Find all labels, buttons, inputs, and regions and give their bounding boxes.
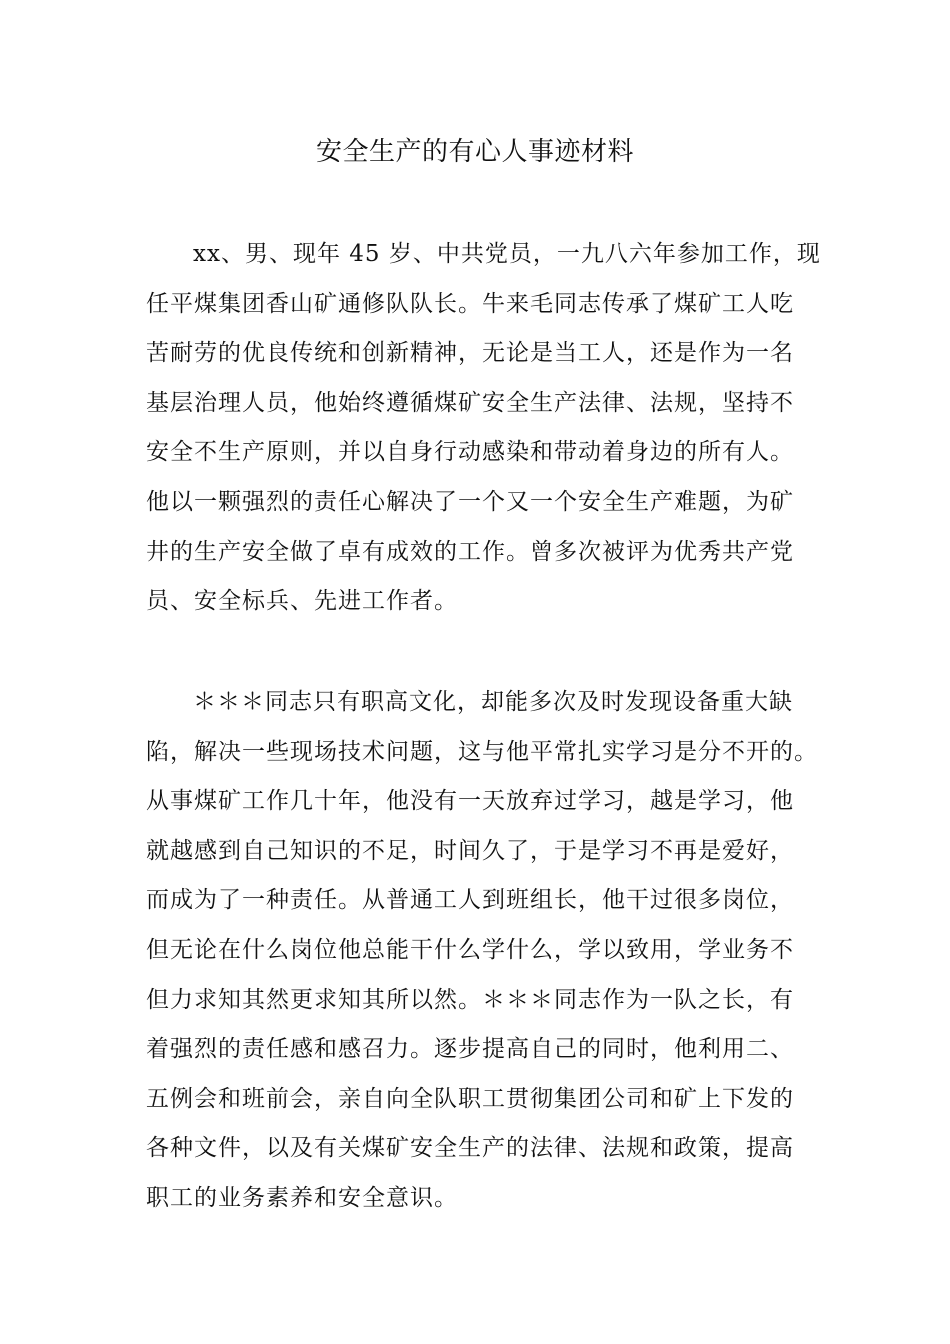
paragraph-line: 各种文件，以及有关煤矿安全生产的法律、法规和政策，提高 (146, 1135, 794, 1162)
paragraph-2 (146, 678, 826, 1224)
paragraph-line: ＊＊＊同志只有职高文化，却能多次及时发现设备重大缺 (193, 689, 793, 715)
paragraph-line: 五例会和班前会，亲自向全队职工贯彻集团公司和矿上下发的 (146, 1085, 794, 1112)
paragraph-line: 安全不生产原则，并以自身行动感染和带动着身边的所有人。 (146, 439, 794, 466)
paragraph-line: 井的生产安全做了卓有成效的工作。曾多次被评为优秀共产党 (146, 538, 794, 565)
paragraph-line: 他以一颗强烈的责任心解决了一个又一个安全生产难题，为矿 (146, 488, 794, 515)
paragraph-line: 着强烈的责任感和感召力。逐步提高自己的同时，他利用二、 (146, 1036, 794, 1063)
paragraph-line: 就越感到自己知识的不足，时间久了，于是学习不再是爱好， (146, 837, 794, 864)
paragraph-1 (146, 230, 826, 627)
paragraph-line: 任平煤集团香山矿通修队队长。牛来毛同志传承了煤矿工人吃 (146, 290, 794, 317)
paragraph-line: 基层治理人员，他始终遵循煤矿安全生产法律、法规，坚持不 (146, 389, 794, 416)
paragraph-line: 但力求知其然更求知其所以然。＊＊＊同志作为一队之长，有 (146, 986, 794, 1013)
paragraph-line: 但无论在什么岗位他总能干什么学什么，学以致用，学业务不 (146, 936, 794, 963)
paragraph-line: 从事煤矿工作几十年，他没有一天放弃过学习，越是学习，他 (146, 788, 794, 815)
document-title: 安全生产的有心人事迹材料 (315, 137, 634, 167)
paragraph-line: 职工的业务素养和安全意识。 (146, 1184, 458, 1211)
paragraph-line: 员、安全标兵、先进工作者。 (146, 588, 458, 615)
paragraph-line: xx、男、现年 45 岁、中共党员，一九八六年参加工作，现 (193, 241, 821, 267)
paragraph-line: 而成为了一种责任。从普通工人到班组长，他干过很多岗位， (146, 887, 794, 914)
paragraph-line: 陷，解决一些现场技术问题，这与他平常扎实学习是分不开的。 (146, 738, 818, 765)
paragraph-line: 苦耐劳的优良传统和创新精神，无论是当工人，还是作为一名 (146, 340, 794, 367)
